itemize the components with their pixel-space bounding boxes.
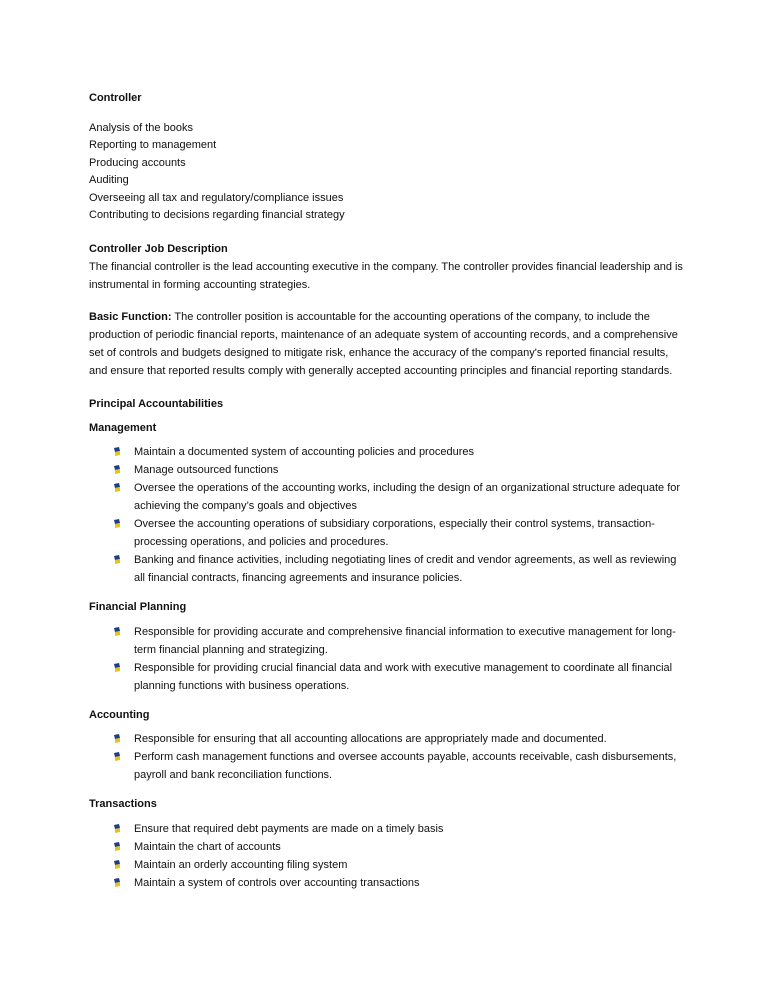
bullet-item — [89, 623, 689, 659]
bullet-list — [89, 820, 689, 892]
basic-function-paragraph — [89, 308, 689, 380]
bullet-text: Responsible for providing crucial financial data and work with executive management to coordinate all financial planning functions with business operations. — [134, 661, 673, 692]
bullet-item — [89, 730, 689, 748]
duty-item: Analysis of the books — [89, 121, 193, 134]
bullet-item — [89, 515, 689, 551]
bullet-text: Maintain an orderly accounting filing system — [134, 858, 348, 871]
bullet-item — [89, 551, 689, 587]
cube-bullet-icon — [113, 860, 121, 869]
bullet-text: Perform cash management functions and oversee accounts payable, accounts receivable, cash disbursements, payroll and bank reconciliation functions. — [134, 751, 677, 781]
duty-item: Contributing to decisions regarding financial strategy — [89, 209, 345, 221]
bullet-text: Oversee the accounting operations of subsidiary corporations, especially their control systems, transaction-processing operations, and policies and procedures. — [134, 518, 655, 548]
duty-item: Producing accounts — [89, 156, 186, 169]
bullet-item — [89, 461, 689, 479]
cube-bullet-icon — [113, 447, 121, 456]
basic-function-text: The controller position is accountable for the accounting operations of the company, to include the production of periodic financial reports, maintenance of an adequate system of accounting records, and a comprehensive set of controls and budgets designed to mitigate risk, enhance the accuracy of the company's reported financial results, and ensure that reported results comply with generally accepted accounting principles and financial reporting standards. — [89, 311, 678, 377]
bullet-item — [89, 479, 689, 515]
duty-item: Reporting to management — [89, 139, 217, 151]
duties-list — [89, 120, 689, 225]
bullet-item — [89, 443, 689, 461]
cube-bullet-icon — [113, 483, 121, 492]
bullet-list — [89, 730, 689, 784]
bullet-item — [89, 659, 689, 695]
bullet-text: Responsible for ensuring that all accounting allocations are appropriately made and documented. — [134, 733, 607, 745]
bullet-item — [89, 874, 689, 892]
basic-function-label: Basic Function: — [89, 311, 172, 323]
bullet-item — [89, 856, 689, 874]
section-heading: Transactions — [89, 798, 157, 810]
cube-bullet-icon — [113, 663, 121, 672]
job-description-text: The financial controller is the lead accounting executive in the company. The controller provides financial leadership and is instrumental in forming accounting strategies. — [89, 261, 683, 291]
bullet-text: Maintain the chart of accounts — [134, 840, 281, 853]
cube-bullet-icon — [113, 555, 121, 564]
job-description-heading: Controller Job Description — [89, 242, 228, 255]
bullet-item — [89, 748, 689, 784]
bullet-text: Banking and finance activities, including negotiating lines of credit and vendor agreements, as well as reviewing all financial contracts, financing agreements and insurance policies. — [134, 554, 677, 584]
cube-bullet-icon — [113, 519, 121, 528]
cube-bullet-icon — [113, 842, 121, 851]
cube-bullet-icon — [113, 752, 121, 761]
section-heading: Financial Planning — [89, 601, 187, 613]
bullet-item — [89, 820, 689, 838]
principal-accountabilities-heading: Principal Accountabilities — [89, 398, 224, 410]
duty-item: Auditing — [89, 174, 129, 186]
cube-bullet-icon — [113, 824, 121, 833]
bullet-text: Oversee the operations of the accounting works, including the design of an organizational structure adequate for achieving the company’s goals and objectives — [134, 482, 681, 512]
bullet-list — [89, 443, 689, 587]
cube-bullet-icon — [113, 734, 121, 743]
bullet-list — [89, 623, 689, 695]
cube-bullet-icon — [113, 878, 121, 887]
section-heading: Accounting — [89, 708, 150, 721]
cube-bullet-icon — [113, 465, 121, 474]
bullet-item — [89, 838, 689, 856]
cube-bullet-icon — [113, 627, 121, 636]
bullet-text: Responsible for providing accurate and comprehensive financial information to executive management for long-term financial planning and strategizing. — [134, 625, 676, 656]
document-page — [89, 90, 689, 892]
bullet-text: Ensure that required debt payments are made on a timely basis — [134, 822, 444, 835]
page-title: Controller — [89, 92, 142, 104]
duty-item: Overseeing all tax and regulatory/compliance issues — [89, 191, 344, 204]
bullet-text: Maintain a documented system of accounting policies and procedures — [134, 446, 474, 458]
section-heading: Management — [89, 421, 157, 434]
bullet-text: Maintain a system of controls over accounting transactions — [134, 876, 420, 889]
accountability-sections — [89, 414, 689, 892]
bullet-text: Manage outsourced functions — [134, 464, 279, 476]
